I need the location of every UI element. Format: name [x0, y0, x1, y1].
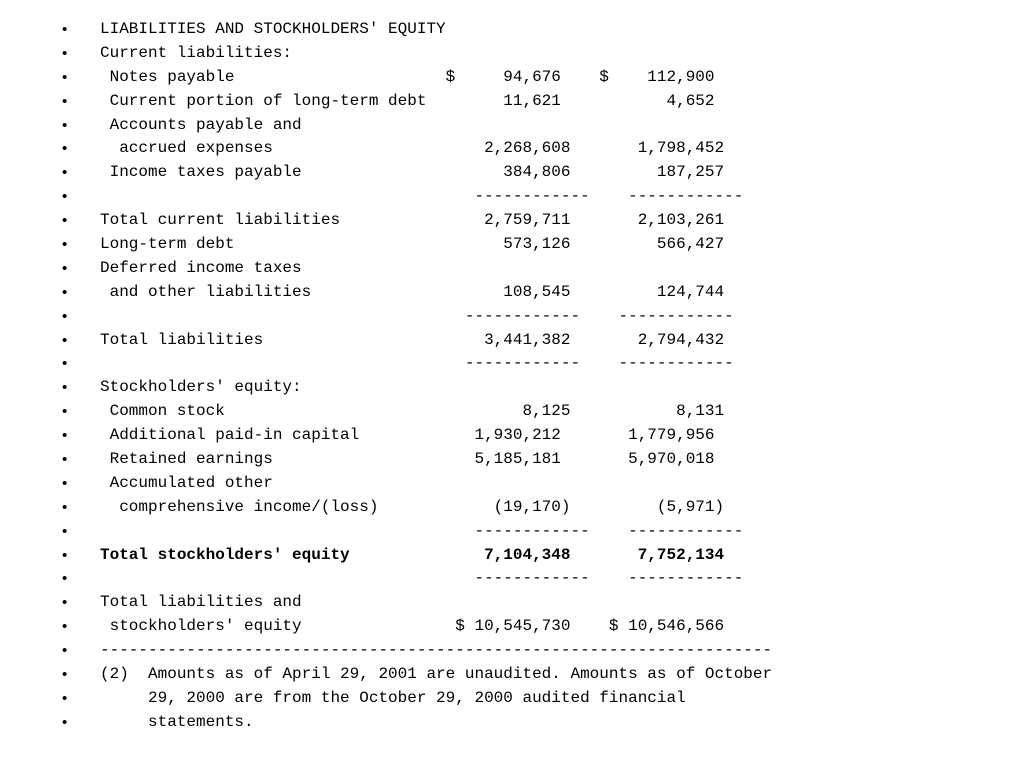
bullet-icon: •	[62, 379, 68, 397]
bullet-icon: •	[62, 164, 68, 182]
statement-line	[62, 615, 772, 639]
footnote-line	[62, 711, 772, 735]
statement-line	[62, 42, 772, 66]
statement-line-text: LIABILITIES AND STOCKHOLDERS' EQUITY	[100, 20, 446, 38]
statement-line-text: ------------ ------------	[100, 354, 734, 373]
statement-line-text: Total liabilities and	[100, 593, 302, 612]
statement-line-text: Current liabilities:	[100, 43, 293, 62]
statement-line	[62, 352, 772, 376]
bullet-icon: •	[62, 44, 68, 62]
statement-line	[62, 185, 772, 209]
bullet-icon: •	[62, 283, 68, 301]
statement-line	[62, 496, 772, 520]
statement-line	[62, 18, 772, 42]
statement-line	[62, 114, 772, 138]
statement-line-text: ----------------------------------------------------------------------	[100, 641, 773, 660]
bullet-icon: •	[62, 259, 68, 277]
bullet-icon: •	[62, 140, 68, 158]
statement-line	[62, 329, 772, 353]
bullet-icon: •	[62, 642, 68, 660]
bullet-icon: •	[62, 307, 68, 325]
financial-statement-list	[62, 18, 772, 735]
footnote-line	[62, 663, 772, 687]
statement-line	[62, 448, 772, 472]
statement-line-text: Income taxes payable 384,806 187,257	[100, 163, 725, 182]
statement-line-text: comprehensive income/(loss) (19,170) (5,971)	[100, 497, 725, 516]
statement-line-text: Total liabilities 3,441,382 2,794,432	[100, 330, 725, 349]
bullet-icon: •	[62, 546, 68, 564]
bullet-icon: •	[62, 331, 68, 349]
bullet-icon: •	[62, 451, 68, 469]
statement-line-text: ------------ ------------	[100, 187, 744, 206]
statement-line-text: ------------ ------------	[100, 569, 744, 588]
footnote-line-text: 29, 2000 are from the October 29, 2000 audited financial	[100, 688, 686, 707]
statement-line	[62, 472, 772, 496]
statement-line	[62, 639, 772, 663]
statement-line	[62, 233, 772, 257]
bullet-icon: •	[62, 666, 68, 684]
statement-line-text: ------------ ------------	[100, 521, 744, 540]
bullet-icon: •	[62, 713, 68, 731]
statement-line-text: Total stockholders' equity 7,104,348 7,752,134	[100, 545, 725, 564]
statement-line	[62, 424, 772, 448]
footnote-line-text: (2) Amounts as of April 29, 2001 are unaudited. Amounts as of October	[100, 665, 773, 684]
bullet-icon: •	[62, 498, 68, 516]
statement-line-text: Deferred income taxes	[100, 258, 302, 277]
statement-line-text: Accumulated other	[100, 473, 273, 492]
statement-line	[62, 591, 772, 615]
statement-line-text: Common stock 8,125 8,131	[100, 402, 725, 421]
statement-line-text: Additional paid-in capital 1,930,212 1,779,956	[100, 426, 715, 445]
bullet-icon: •	[62, 236, 68, 254]
statement-line-text: and other liabilities 108,545 124,744	[100, 282, 725, 301]
statement-line	[62, 257, 772, 281]
statement-line-text: Stockholders' equity:	[100, 378, 302, 397]
footnote-line	[62, 687, 772, 711]
bullet-icon: •	[62, 403, 68, 421]
bullet-icon: •	[62, 689, 68, 707]
statement-line	[62, 305, 772, 329]
statement-line-text: stockholders' equity $ 10,545,730 $ 10,546,566	[100, 617, 725, 636]
statement-line-text: Long-term debt 573,126 566,427	[100, 235, 725, 254]
bullet-icon: •	[62, 68, 68, 86]
footnote-line-text: statements.	[100, 712, 254, 731]
statement-line-text: Accounts payable and	[100, 115, 302, 134]
statement-line-total-equity	[62, 544, 772, 568]
bullet-icon: •	[62, 618, 68, 636]
statement-line-text: Retained earnings 5,185,181 5,970,018	[100, 450, 715, 469]
statement-line	[62, 66, 772, 90]
statement-line	[62, 137, 772, 161]
bullet-icon: •	[62, 427, 68, 445]
bullet-icon: •	[62, 21, 68, 38]
statement-line	[62, 90, 772, 114]
statement-line	[62, 161, 772, 185]
bullet-icon: •	[62, 92, 68, 110]
bullet-icon: •	[62, 570, 68, 588]
bullet-icon: •	[62, 474, 68, 492]
bullet-icon: •	[62, 116, 68, 134]
statement-line	[62, 281, 772, 305]
statement-line	[62, 520, 772, 544]
bullet-icon: •	[62, 212, 68, 230]
statement-line	[62, 209, 772, 233]
statement-line-text: Total current liabilities 2,759,711 2,103,261	[100, 211, 725, 230]
bullet-icon: •	[62, 522, 68, 540]
statement-line-text: Notes payable $ 94,676 $ 112,900	[100, 67, 715, 86]
bullet-icon: •	[62, 355, 68, 373]
bullet-icon: •	[62, 594, 68, 612]
statement-line	[62, 567, 772, 591]
statement-line-text: ------------ ------------	[100, 306, 734, 325]
statement-line-text: Current portion of long-term debt 11,621 4,652	[100, 91, 715, 110]
bullet-icon: •	[62, 188, 68, 206]
statement-line	[62, 400, 772, 424]
statement-line-text: accrued expenses 2,268,608 1,798,452	[100, 139, 725, 158]
statement-line	[62, 376, 772, 400]
